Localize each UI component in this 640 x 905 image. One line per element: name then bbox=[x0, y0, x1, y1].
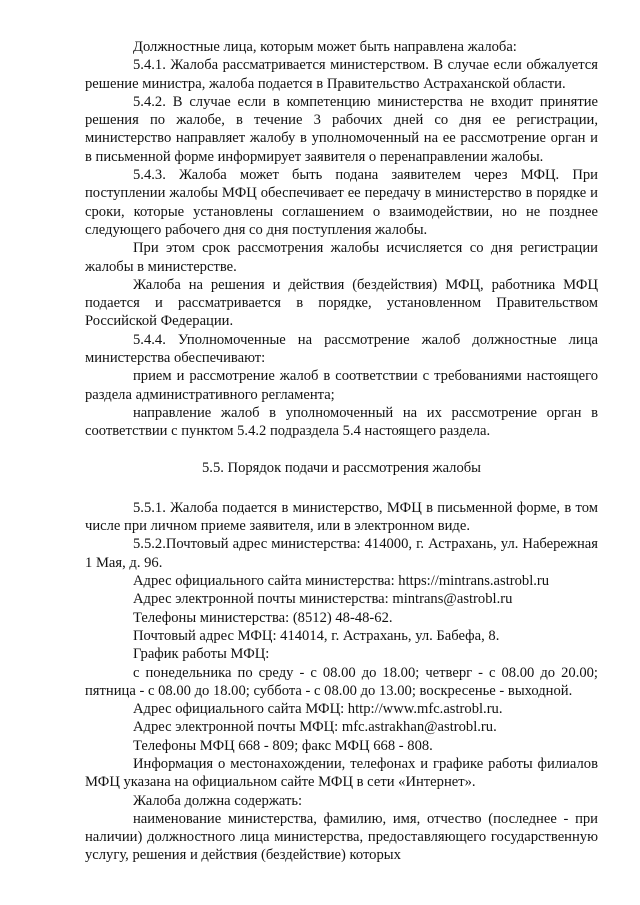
paragraph: Адрес официального сайта министерства: https://mintrans.astrobl.ru bbox=[133, 573, 550, 590]
paragraph: График работы МФЦ: bbox=[133, 646, 270, 663]
paragraph: Адрес официального сайта МФЦ: http://www.mfc.astrobl.ru. bbox=[133, 701, 503, 718]
paragraph: 5.4.1. Жалоба рассматривается министерством. В случае если обжалуется решение министра, жалоба подается в Правительство Астраханской области. bbox=[85, 57, 598, 92]
paragraph: прием и рассмотрение жалоб в соответствии с требованиями настоящего раздела административного регламента; bbox=[85, 368, 598, 403]
paragraph: 5.5.2.Почтовый адрес министерства: 414000, г. Астрахань, ул. Набережная 1 Мая, д. 96. bbox=[85, 536, 598, 571]
paragraph: Должностные лица, которым может быть направлена жалоба: bbox=[133, 39, 517, 55]
paragraph: наименование министерства, фамилию, имя, отчество (последнее - при наличии) должностного лица министерства, предоставляющего государственную услугу, решения и действия (бездействие) которых bbox=[85, 810, 598, 864]
paragraph: При этом срок рассмотрения жалобы исчисляется со дня регистрации жалобы в министерстве. bbox=[85, 240, 598, 275]
paragraph: Почтовый адрес МФЦ: 414014, г. Астрахань, ул. Бабефа, 8. bbox=[133, 627, 500, 644]
paragraph: Адрес электронной почты министерства: mintrans@astrobl.ru bbox=[133, 591, 513, 608]
paragraph: Жалоба должна содержать: bbox=[133, 792, 303, 809]
paragraph: с понедельника по среду - с 08.00 до 18.00; четверг - с 08.00 до 20.00; пятница - с 08.00 до 18.00; суббота - с 08.00 до 13.00; воскресенье - выходной. bbox=[85, 664, 598, 699]
paragraph: 5.4.2. В случае если в компетенцию министерства не входит принятие решения по жалобе, в течение 3 рабочих дней со дня ее регистрации, министерство направляет жалобу в уполномоченный на ее рассмотрение орган и в письменной форме информирует заявителя о перенаправлении жалобы. bbox=[85, 93, 598, 165]
document-body bbox=[85, 38, 598, 865]
paragraph: Телефоны МФЦ 668 - 809; факс МФЦ 668 - 808. bbox=[133, 737, 433, 754]
paragraph: 5.4.3. Жалоба может быть подана заявителем через МФЦ. При поступлении жалобы МФЦ обеспечивает ее передачу в министерство в порядке и сроки, которые установлены соглашением о взаимодействии, но не позднее следующего рабочего дня со дня поступления жалобы. bbox=[85, 167, 598, 238]
section-heading: 5.5. Порядок подачи и рассмотрения жалобы bbox=[202, 459, 481, 476]
paragraph: Телефоны министерства: (8512) 48-48-62. bbox=[133, 609, 393, 626]
paragraph: Информация о местонахождении, телефонах и графике работы филиалов МФЦ указана на официальном сайте МФЦ в сети «Интернет». bbox=[85, 755, 598, 791]
paragraph: направление жалоб в уполномоченный на их рассмотрение орган в соответствии с пунктом 5.4.2 подраздела 5.4 настоящего раздела. bbox=[85, 404, 598, 440]
paragraph: 5.5.1. Жалоба подается в министерство, МФЦ в письменной форме, в том числе при личном приеме заявителя, или в электронном виде. bbox=[85, 499, 598, 535]
paragraph: Адрес электронной почты МФЦ: mfc.astrakhan@astrobl.ru. bbox=[133, 719, 497, 736]
paragraph: 5.4.4. Уполномоченные на рассмотрение жалоб должностные лица министерства обеспечивают: bbox=[85, 331, 598, 367]
paragraph: Жалоба на решения и действия (бездействия) МФЦ, работника МФЦ подается и рассматривается в порядке, установленном Правительством Российской Федерации. bbox=[85, 276, 598, 330]
